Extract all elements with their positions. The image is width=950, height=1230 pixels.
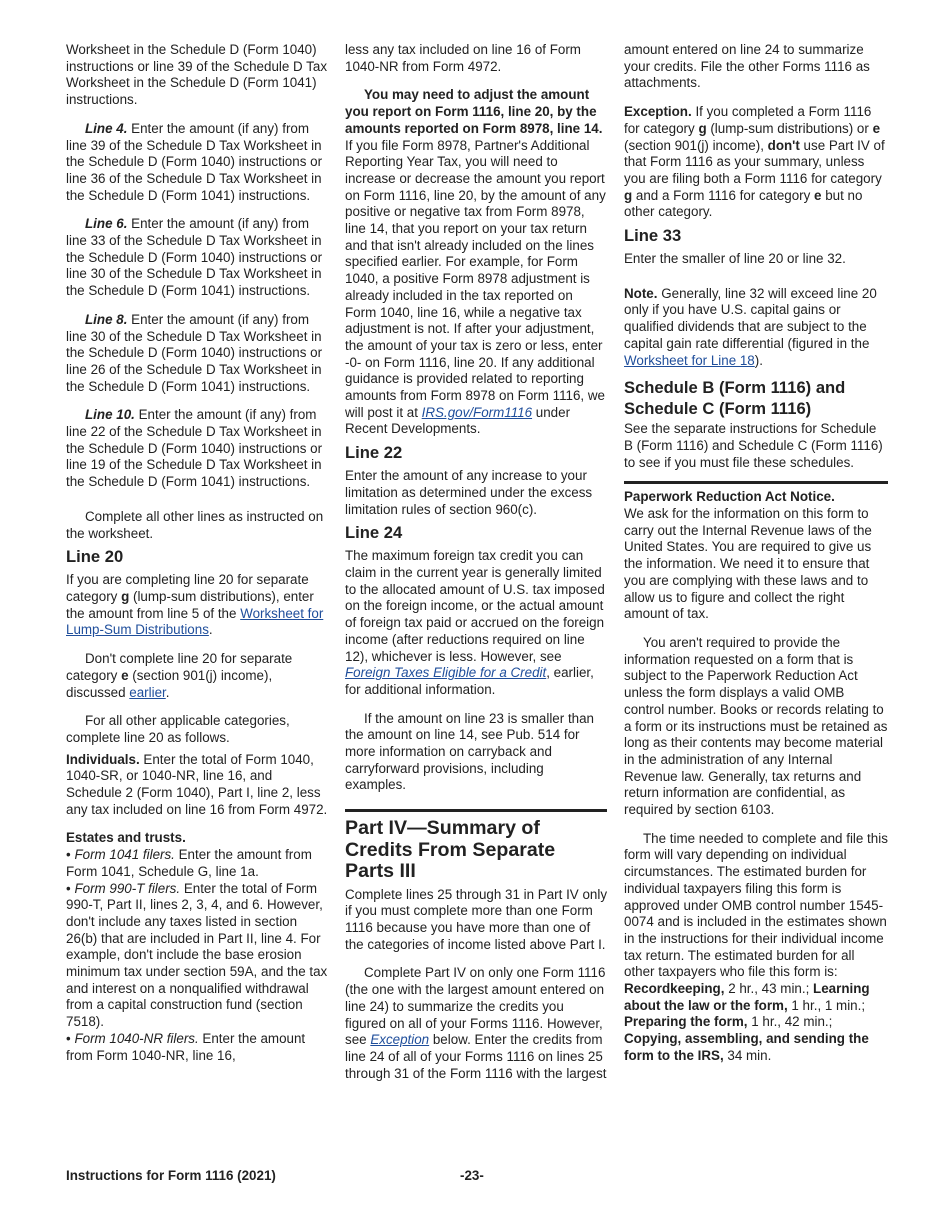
heading-line-33: Line 33 (624, 226, 682, 246)
text: Enter the amount from Form 1041, Schedule G, line 1a. (66, 847, 312, 879)
paragraph-burden (624, 831, 888, 1065)
text: e (121, 667, 129, 683)
lead-individuals: Individuals. (66, 751, 140, 767)
heading-line-22: Line 22 (345, 443, 403, 463)
lead-exception: Exception. (624, 104, 692, 120)
text: Enter the total of Form 1040, 1040-SR, or 1040-NR, line 16, and Schedule 2 (Form 1040), Part I, line 2, less any tax included on line 16 from Form 4972. (66, 751, 328, 817)
text: Recordkeeping, (624, 981, 725, 997)
lead-line-8: Line 8. (85, 311, 128, 327)
text: g (698, 120, 707, 136)
text: g (121, 588, 130, 604)
text: Preparing the form, (624, 1014, 748, 1030)
bullet-icon: • (66, 847, 71, 863)
lead-line-4: Line 4. (85, 120, 128, 136)
paragraph-exception (624, 104, 888, 221)
heading-paperwork-reduction: Paperwork Reduction Act Notice. (624, 489, 835, 505)
text: Don't complete line 20 for separate category (66, 651, 293, 683)
column-left (66, 42, 330, 1064)
text: Form 990-T filers. (74, 880, 181, 896)
link-irs-form1116[interactable]: IRS.gov/Form1116 (421, 404, 533, 420)
text: If you completed a Form 1116 for category (624, 104, 872, 136)
text: 1 hr., 42 min.; (747, 1014, 833, 1030)
text: Form 1041 filers. (74, 847, 175, 863)
link-exception[interactable]: Exception (370, 1032, 430, 1048)
text: 34 min. (723, 1047, 772, 1063)
text: Enter the amount (if any) from line 30 of the Schedule D Tax Worksheet in the Schedule D (Form 1040) instructions or line 26 of the Schedule D Tax Worksheet in the Schedule D (Form 1041) instructions. (66, 311, 323, 394)
bullet-icon: • (66, 880, 71, 896)
text: Enter the amount (if any) from line 39 of the Schedule D Tax Worksheet in the Schedule D (Form 1040) instructions or line 36 of the Schedule D Tax Worksheet in the Schedule D (Form 1041) instructions. (66, 120, 323, 203)
paragraph-individuals (66, 752, 330, 819)
text: Copying, assembling, and sending the form to the IRS, (624, 1031, 869, 1063)
text: (section 901(j) income), discussed (66, 667, 273, 700)
text: (lump-sum distributions) or (706, 120, 873, 136)
heading-part-iv: Part IV—Summary of Credits From Separate Parts III (345, 809, 607, 883)
heading-line-20: Line 20 (66, 547, 124, 567)
text: don't (767, 137, 800, 153)
text: If you file Form 8978, Partner's Additional Reporting Year Tax, you will need to increase or decrease the amount you report on Form 1116, line 20, by the amount of any positive or negative tax from Form 8978, line 14, that you report on your tax return and that isn't already included on the lines specified earlier. For example, for Form 1040, a positive Form 8978 adjustment is already included in the tax reported on Form 1040, line 16, while a negative tax adjustment is not. If after your adjustment, the amount of your tax is zero or less, enter -0- on Form 1116, line 20. If any additional guidance is provided related to reporting amounts from Form 8978 on Form 1116, we will post it at (345, 137, 606, 420)
paragraph: less any tax included on line 16 of Form 1040-NR from Form 4972. (345, 42, 581, 74)
text: , earlier, for additional information. (345, 665, 594, 697)
paragraph: You aren't required to provide the information requested on a form that is subject to the Paperwork Reduction Act unless the form displays a valid OMB control number. Books or records relating to a form or its instructions must be retained as long as their contents may become material in the administration of any Internal Revenue law. Generally, tax returns and return information are confidential, as required by section 6103. (624, 634, 888, 818)
footer-title: Instructions for Form 1116 (2021) (66, 1168, 276, 1183)
lead-line-10: Line 10. (85, 407, 135, 423)
text: ). (754, 352, 763, 368)
text: Generally, line 32 will exceed line 20 only if you have U.S. capital gains or qualified dividends that are subject to the capital gain rate differential (figured in the (624, 285, 877, 351)
column-middle (345, 42, 607, 1094)
paragraph (345, 548, 607, 698)
paragraph-line-10 (66, 407, 330, 491)
paragraph-line-8 (66, 312, 330, 396)
text: 2 hr., 43 min.; (724, 981, 814, 997)
text: under Recent Developments. (345, 404, 571, 437)
text: You may need to adjust the amount you report on Form 1116, line 20, by the amounts reported on Form 8978, line 14. (345, 87, 603, 136)
section-paperwork-reduction (624, 481, 888, 1064)
text: Form 1040-NR filers. (74, 1030, 199, 1046)
bullet-item (66, 1031, 330, 1064)
paragraph-line-6 (66, 216, 330, 300)
text: (section 901(j) income), (624, 137, 768, 153)
column-right (624, 42, 888, 1077)
paragraph (345, 965, 607, 1082)
heading-schedule-b-c: Schedule B (Form 1116) and Schedule C (Form 1116) (624, 378, 846, 419)
page-number: -23- (460, 1168, 484, 1183)
text: . (208, 622, 213, 638)
bullet-item (66, 881, 330, 1031)
paragraph: amount entered on line 24 to summarize your credits. File the other Forms 1116 as attachments. (624, 42, 870, 91)
text: Enter the amount (if any) from line 33 of the Schedule D Tax Worksheet in the Schedule D (Form 1040) instructions or line 30 of the Schedule D Tax Worksheet in the Schedule D (Form 1041) instructions. (66, 216, 323, 299)
paragraph: Enter the amount of any increase to your limitation as determined under the excess limitation rules of section 960(c). (345, 468, 593, 517)
text: Enter the amount from Form 1040-NR, line 16, (66, 1030, 306, 1063)
text: g (624, 187, 633, 203)
text: Complete Part IV on only one Form 1116 (the one with the largest amount entered on line 24) to summarize the credits you figured on all of your Forms 1116. However, see (345, 965, 606, 1048)
text: Enter the total of Form 990-T, Part II, lines 2, 3, 4, and 6. However, don't include any taxes listed in section 26(b) that are included in Part II, line 4. For example, don't include the base erosion minimum tax under section 59A, and the tax and interest on a nonqualified withdrawal from a capital construction fund (section 7518). (66, 880, 328, 1030)
text: The time needed to complete and file this form will vary depending on individual circumstances. The estimated burden for individual taxpayers filing this form is approved under OMB control number 1545-0074 and is included in the estimates shown in the instructions for their individual income tax return. The estimated burden for all other taxpayers who file this form is: (624, 830, 888, 980)
link-worksheet-line-18[interactable]: Worksheet for Line 18 (624, 352, 755, 368)
heading-estates-trusts: Estates and trusts. (66, 830, 186, 846)
link-worksheet-lump-sum[interactable]: Worksheet for Lump-Sum Distributions (66, 605, 324, 638)
paragraph: For all other applicable categories, complete line 20 as follows. (66, 713, 290, 745)
heading-line-24: Line 24 (345, 523, 403, 543)
paragraph: Enter the smaller of line 20 or line 32. (624, 251, 846, 267)
lead-note: Note. (624, 285, 658, 301)
text: below. Enter the credits from line 24 of all of your Forms 1116 on lines 25 through 31 of the Form 1116 with the largest (345, 1032, 607, 1081)
paragraph-line-4 (66, 121, 330, 205)
text: Learning about the law or the form, (624, 981, 870, 1013)
lead-line-6: Line 6. (85, 216, 128, 232)
paragraph-note (624, 286, 888, 370)
bullet-icon: • (66, 1030, 71, 1046)
text: but no other category. (624, 187, 863, 220)
text: and a Form 1116 for category (632, 187, 815, 203)
text: Enter the amount (if any) from line 22 of the Schedule D Tax Worksheet in the Schedule D (Form 1040) instructions or line 19 of the Schedule D Tax Worksheet in the Schedule D (Form 1041) instructions. (66, 407, 323, 490)
paragraph-adjust (345, 87, 607, 438)
paragraph: See the separate instructions for Schedule B (Form 1116) and Schedule C (Form 1116) to see if you must file these schedules. (624, 421, 883, 470)
text: (lump-sum distributions), enter the amount from line 5 of the (66, 588, 314, 621)
text: e (814, 187, 822, 203)
text: . (165, 684, 170, 700)
paragraph (66, 572, 330, 639)
link-foreign-taxes-eligible[interactable]: Foreign Taxes Eligible for a Credit (345, 665, 547, 681)
bullet-item (66, 847, 330, 880)
text: The maximum foreign tax credit you can claim in the current year is generally limited to the allocated amount of U.S. tax imposed on the foreign income, or the actual amount of foreign tax paid or accrued on the foreign income (after reductions required on line 12), whichever is less. However, see (345, 548, 605, 664)
paragraph: If the amount on line 23 is smaller than the amount on line 14, see Pub. 514 for more information on carryback and carryforward provisions, including examples. (345, 710, 595, 793)
paragraph: Worksheet in the Schedule D (Form 1040) instructions or line 39 of the Schedule D Tax Worksheet in the Schedule D (Form 1041) instructions. (66, 42, 328, 108)
text: If you are completing line 20 for separate category (66, 572, 309, 604)
text: 1 hr., 1 min.; (787, 997, 866, 1013)
paragraph: Complete all other lines as instructed on the worksheet. (66, 508, 324, 541)
paragraph: We ask for the information on this form to carry out the Internal Revenue laws of the United States. You are required to give us the information. We need it to ensure that you are complying with these laws and to allow us to figure and collect the right amount of tax. (624, 506, 872, 622)
link-earlier[interactable]: earlier (129, 684, 166, 700)
paragraph: Complete lines 25 through 31 in Part IV only if you must complete more than one Form 1116 because you have more than one of the categories of income listed above Part I. (345, 886, 608, 952)
text: use Part IV of that Form 1116 as your summary, unless you are filing both a Form 1116 for category (624, 137, 885, 186)
paragraph (66, 651, 330, 701)
text: e (872, 120, 881, 136)
